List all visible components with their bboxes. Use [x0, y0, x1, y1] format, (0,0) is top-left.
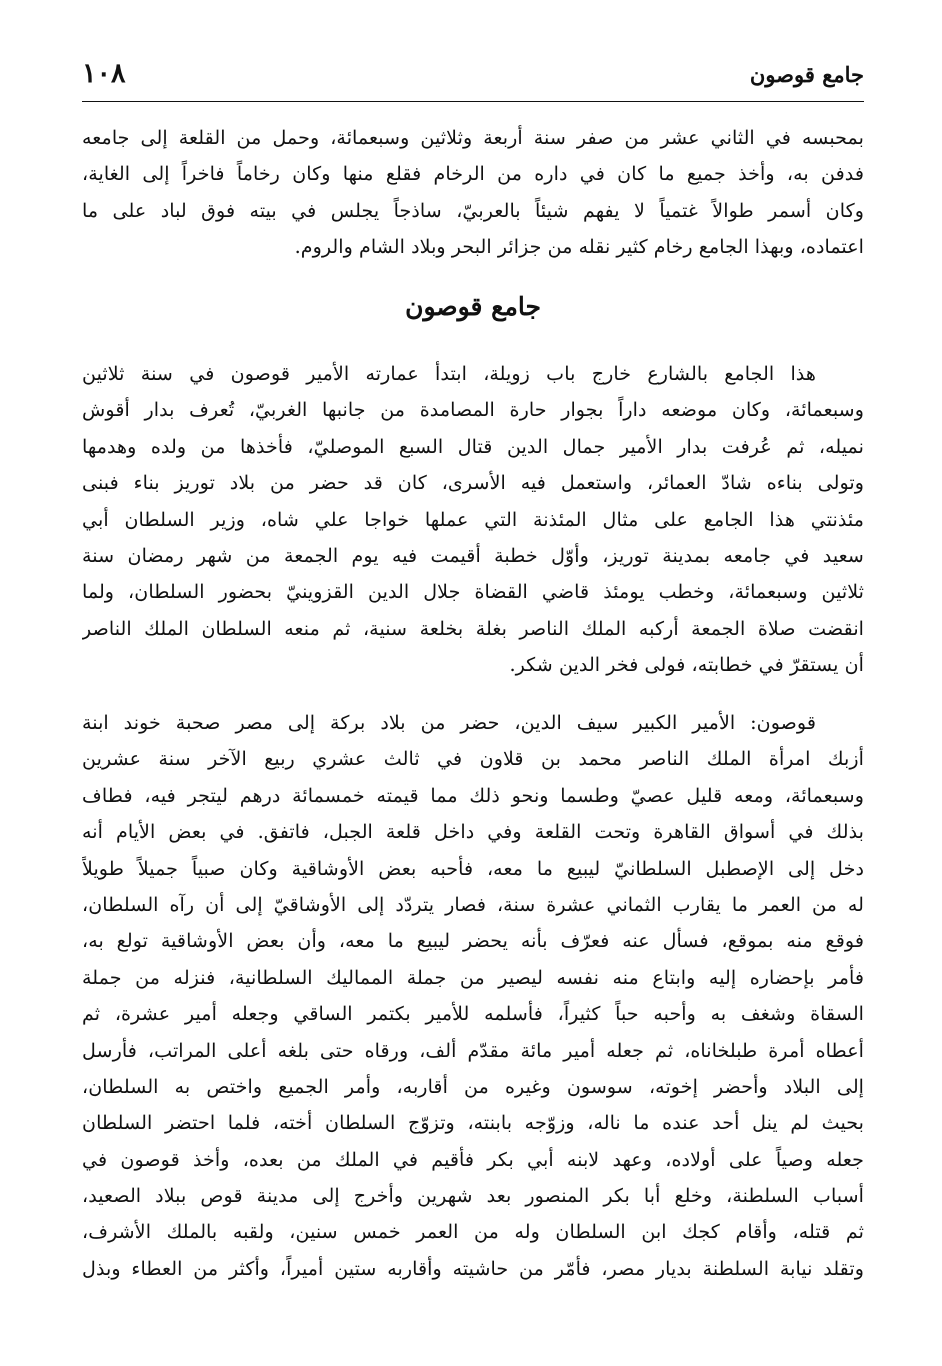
- text-line: فأمر بإحضاره إليه وابتاع منه نفسه ليصير من جملة المماليك السلطانية، فنزله من جملة: [82, 965, 864, 989]
- text-line: نميله، ثم عُرفت بدار الأمير جمال الدين قتال السبع الموصليّ، فأخذها من ولده وهدمها: [82, 434, 864, 458]
- text-line: قوصون: الأمير الكبير سيف الدين، حضر من بلاد بركة إلى مصر صحبة خوند ابنة: [82, 711, 816, 734]
- text-line: بمحبسه في الثاني عشر من صفر سنة أربعة وثلاثين وسبعمائة، وحمل من القلعة إلى جامعه: [82, 126, 864, 149]
- text-line: ثلاثين وسبعمائة، وخطب يومئذ قاضي القضاة جلال الدين القزوينيّ بحضور السلطان، ولما: [82, 580, 864, 604]
- text-line: فدفن به، وأخذ جميع ما كان في داره من الرخام فقلع منها وكان رخاماً فاخراً إلى الغاية،: [82, 162, 864, 186]
- text-line: سعيد في جامعه بمدينة توريز، وأوّل خطبة أقيمت فيه يوم الجمعة من شهر رمضان سنة: [82, 543, 864, 567]
- text-line: فوقع منه بموقع، فسأل عنه فعرّف بأنه يحضر ليبيع ما معه، وأن بعض الأوشاقية تولع به،: [82, 929, 864, 953]
- text-line: انقضت صلاة الجمعة أركبه الملك الناصر بغلة بخلعة سنية، ثم منعه السلطان الملك الناصر: [82, 616, 864, 640]
- text-line: أعطاه أمرة طبلخاناه، ثم جعله أمير مائة مقدّم ألف، ورقاه حتى بلغه أعلى المراتب، فأرسل: [82, 1038, 864, 1062]
- text-line: بذلك في أسواق القاهرة وتحت القلعة وفي داخل قلعة الجبل، فاتفق. في بعض الأيام أنه: [82, 820, 864, 844]
- text-line: أزبك امرأة الملك الناصر محمد بن قلاون في ثالث عشري ربيع الآخر سنة عشرين: [82, 747, 864, 771]
- text-line: وتقلد نيابة السلطنة بديار مصر، فأمّر من حاشيته وأقاربه ستين أميراً، وأكثر من العطاء وبذل: [82, 1256, 864, 1280]
- text-line: وكان أسمر طوالاً غتمياً لا يفهم شيئاً بالعربيّ، ساذجاً يجلس في بيته فوق لباد على ما: [82, 198, 864, 222]
- text-line: مئذنتي هذا الجامع على مثال المئذنة التي عملها خواجا علي شاه، وزير السلطان أبي: [82, 507, 864, 531]
- text-line: إلى البلاد وأحضر إخوته، سوسون وغيره من أقاربه، وأمر الجميع واختص به السلطان،: [82, 1074, 864, 1098]
- top-paragraph: [82, 120, 864, 266]
- text-line: وسبعمائة، وكان موضعه داراً بجوار حارة المصامدة من جانبها الغربيّ، تُعرف بدار أقوش: [82, 398, 864, 422]
- text-line: وسبعمائة، ومعه قليل عصيّ وطسما ونحو ذلك مما قيمته خمسمائة درهم ليتجر فيه، فطاف: [82, 783, 864, 807]
- text-line: أن يستقرّ في خطابته، فولى فخر الدين شكر.: [509, 653, 864, 677]
- running-title: جامع قوصون: [749, 62, 864, 87]
- text-line: هذا الجامع بالشارع خارج باب زويلة، ابتدأ عمارته الأمير قوصون في سنة ثلاثين: [82, 362, 816, 385]
- text-line: ثم قتله، وأقام كجك ابن السلطان وله من العمر خمس سنين، ولقبه بالملك الأشرف،: [82, 1220, 864, 1244]
- paragraph-1: [82, 356, 864, 684]
- text-line: جعله وصياً على أولاده، وعهد لابنه أبي بكر فأقيم في الملك من بعده، وأخذ قوصون في: [82, 1147, 864, 1171]
- section-heading: جامع قوصون: [405, 292, 541, 321]
- page-number: ١٠٨: [82, 58, 126, 89]
- paragraph-2: [82, 705, 864, 1287]
- text-line: دخل إلى الإصطبل السلطانيّ ليبيع ما معه، فأحبه بعض الأوشاقية وكان صبياً جميلاً طويلاً: [82, 856, 864, 880]
- text-line: له من العمر ما يقارب الثماني عشرة سنة، فصار يتردّد إلى الأوشاقيّ إلى أن رآه السلطان،: [82, 892, 864, 916]
- text-line: بحيث لم ينل أحد عنده ما ناله، وزوّجه بابنته، وتزوّج السلطان أخته، فلما احتضر السلطان: [82, 1111, 864, 1135]
- text-line: السقاة وشغف به وأحبه حباً كثيراً، فأسلمه للأمير بكتمر الساقي وجعله أمير عشرة، ثم: [82, 1002, 864, 1026]
- page-header: [82, 58, 864, 98]
- header-rule: [82, 101, 864, 102]
- text-line: اعتماده، وبهذا الجامع رخام كثير نقله من جزائر البحر وبلاد الشام والروم.: [294, 235, 864, 259]
- text-line: أسباب السلطنة، وخلع أبا بكر المنصور بعد شهرين وأخرج إلى مدينة قوص ببلاد الصعيد،: [82, 1184, 864, 1208]
- text-line: وتولى بناءه شادّ العمائر، واستعمل فيه الأسرى، كان قد حضر من بلاد توريز بناء فبنى: [82, 471, 864, 495]
